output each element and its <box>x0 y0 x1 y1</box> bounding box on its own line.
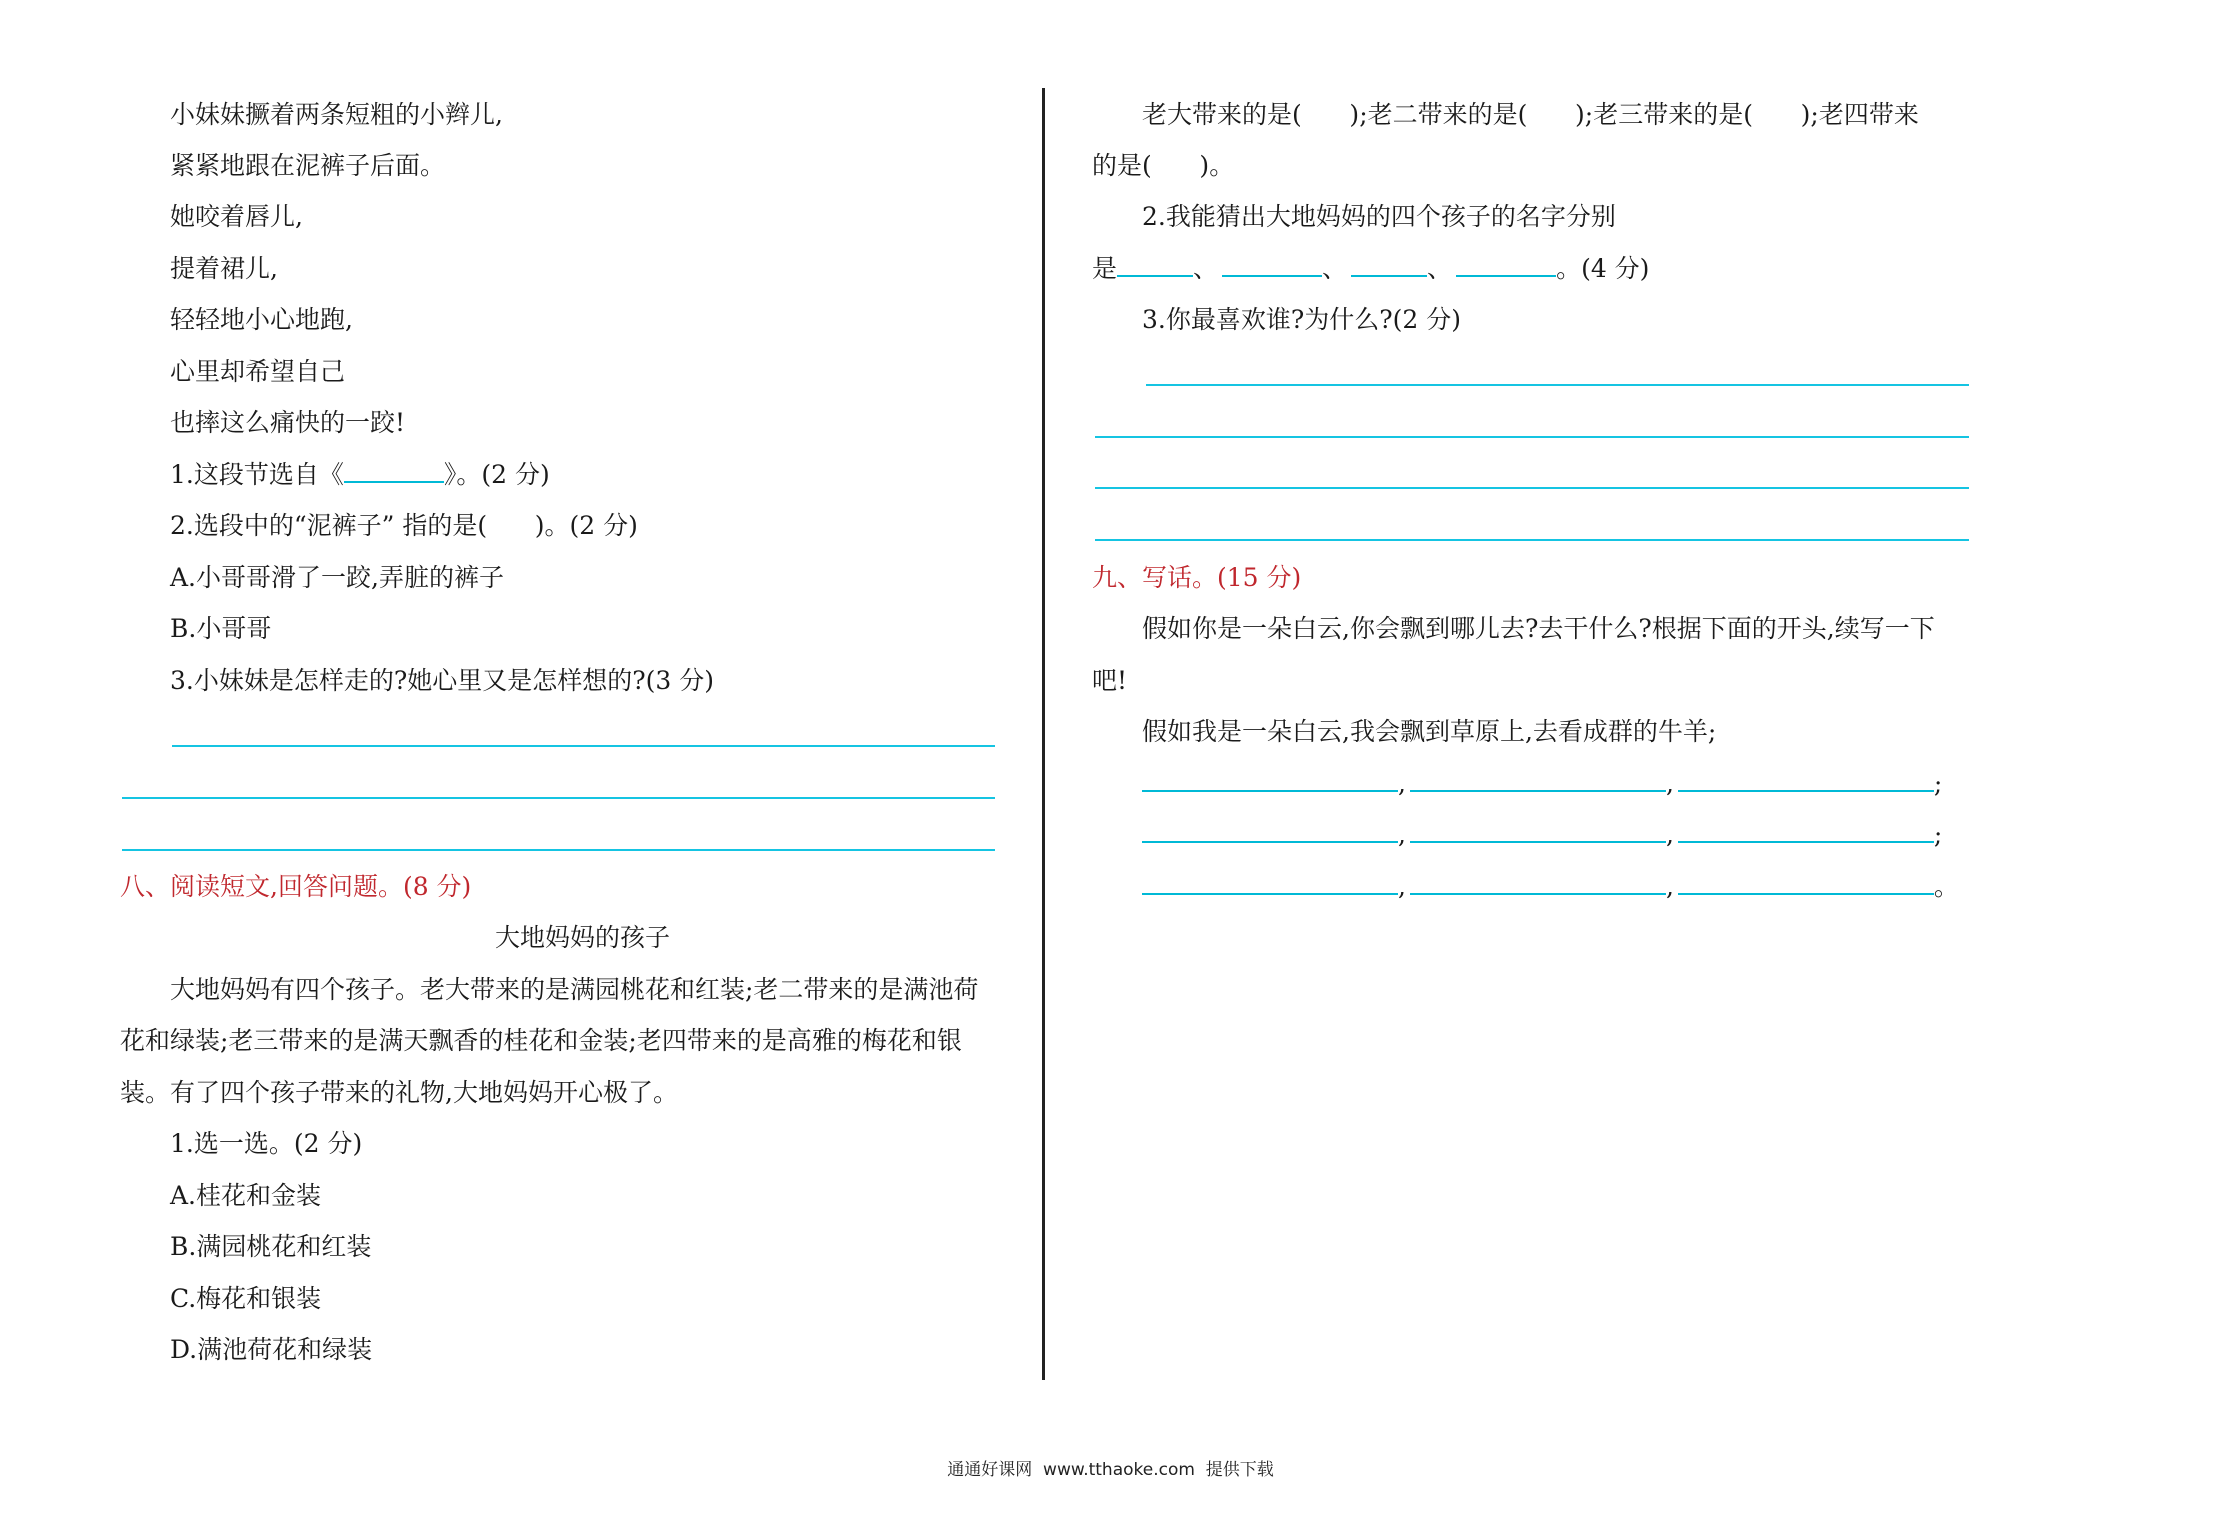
answer-line[interactable] <box>122 797 995 799</box>
writing-prompt: 假如你是一朵白云,你会飘到哪儿去?去干什么?根据下面的开头,续写一下 <box>1142 614 1935 643</box>
story-line: 装。有了四个孩子带来的礼物,大地妈妈开心极了。 <box>120 1078 678 1107</box>
answer-line[interactable] <box>172 745 995 747</box>
question-2: 2.选段中的“泥裤子” 指的是( )。(2 分) <box>170 511 638 540</box>
writing-blank[interactable] <box>1678 871 1934 895</box>
poem-line: 紧紧地跟在泥裤子后面。 <box>170 151 446 180</box>
book-title-blank[interactable] <box>344 459 444 483</box>
name-blank[interactable] <box>1351 253 1427 277</box>
writing-blank[interactable] <box>1410 871 1666 895</box>
question-1-prefix: 1.这段节选自《 <box>170 460 344 489</box>
choose-question: 1.选一选。(2 分) <box>170 1129 363 1158</box>
writing-blank[interactable] <box>1142 768 1398 792</box>
writing-blank[interactable] <box>1678 768 1934 792</box>
fill-line: 的是( )。 <box>1092 151 1235 180</box>
name-blank[interactable] <box>1117 253 1193 277</box>
question-3: 3.小妹妹是怎样走的?她心里又是怎样想的?(3 分) <box>170 666 715 695</box>
poem-line: 她咬着唇儿, <box>170 202 303 231</box>
answer-line[interactable] <box>1095 487 1969 489</box>
writing-row <box>1142 870 1959 904</box>
answer-line[interactable] <box>1095 539 1969 541</box>
writing-blank[interactable] <box>1678 819 1934 843</box>
poem-line: 也摔这么痛快的一跤! <box>170 408 406 437</box>
story-title: 大地妈妈的孩子 <box>495 923 671 952</box>
writing-blank[interactable] <box>1410 768 1666 792</box>
poem-line: 提着裙儿, <box>170 254 278 283</box>
semicolon: ; <box>1933 769 1943 798</box>
names-suffix: 。(4 分) <box>1556 254 1650 283</box>
name-blank[interactable] <box>1222 253 1322 277</box>
choose-option: A.桂花和金装 <box>170 1181 322 1210</box>
choose-option: C.梅花和银装 <box>170 1284 322 1313</box>
names-prefix: 是 <box>1092 254 1118 283</box>
comma: , <box>1665 820 1674 849</box>
writing-starter: 假如我是一朵白云,我会飘到草原上,去看成群的牛羊; <box>1142 717 1717 746</box>
poem-line: 小妹妹撅着两条短粗的小辫儿, <box>170 100 503 129</box>
option-b: B.小哥哥 <box>170 614 272 643</box>
comma: , <box>1665 769 1674 798</box>
poem-line: 轻轻地小心地跑, <box>170 305 353 334</box>
writing-blank[interactable] <box>1142 819 1398 843</box>
answer-line[interactable] <box>122 849 995 851</box>
footer-source: 通通好课网 www.tthaoke.com 提供下载 <box>947 1460 1274 1480</box>
separator: 、 <box>1322 254 1348 283</box>
semicolon: ; <box>1933 820 1943 849</box>
story-line: 大地妈妈有四个孩子。老大带来的是满园桃花和红装;老二带来的是满池荷 <box>170 975 979 1004</box>
comma: , <box>1398 872 1406 901</box>
fill-line: 老大带来的是( );老二带来的是( );老三带来的是( );老四带来 <box>1142 100 1919 129</box>
column-divider <box>1042 88 1045 1380</box>
story-line: 花和绿装;老三带来的是满天飘香的桂花和金装;老四带来的是高雅的梅花和银 <box>120 1026 962 1055</box>
answer-line[interactable] <box>1095 436 1969 438</box>
answer-line[interactable] <box>1146 384 1969 386</box>
question-1-suffix: 》。(2 分) <box>443 460 550 489</box>
choose-option: D.满池荷花和绿装 <box>170 1335 373 1364</box>
comma: , <box>1665 872 1674 901</box>
writing-blank[interactable] <box>1142 871 1398 895</box>
names-answer-row <box>1092 252 1649 286</box>
question-1 <box>170 458 550 492</box>
separator: 、 <box>1193 254 1219 283</box>
writing-prompt: 吧! <box>1092 666 1128 695</box>
section-8-title: 八、阅读短文,回答问题。(8 分) <box>120 872 472 901</box>
question-2-line: 2.我能猜出大地妈妈的四个孩子的名字分别 <box>1142 202 1616 231</box>
poem-line: 心里却希望自己 <box>170 357 346 386</box>
comma: , <box>1398 769 1406 798</box>
section-9-title: 九、写话。(15 分) <box>1092 563 1302 592</box>
writing-row <box>1142 767 1942 801</box>
option-a: A.小哥哥滑了一跤,弄脏的裤子 <box>170 563 504 592</box>
writing-row <box>1142 818 1942 852</box>
name-blank[interactable] <box>1456 253 1556 277</box>
comma: , <box>1398 820 1406 849</box>
question-3: 3.你最喜欢谁?为什么?(2 分) <box>1142 305 1462 334</box>
writing-blank[interactable] <box>1410 819 1666 843</box>
separator: 、 <box>1427 254 1453 283</box>
choose-option: B.满园桃花和红装 <box>170 1232 372 1261</box>
period: 。 <box>1933 872 1959 901</box>
